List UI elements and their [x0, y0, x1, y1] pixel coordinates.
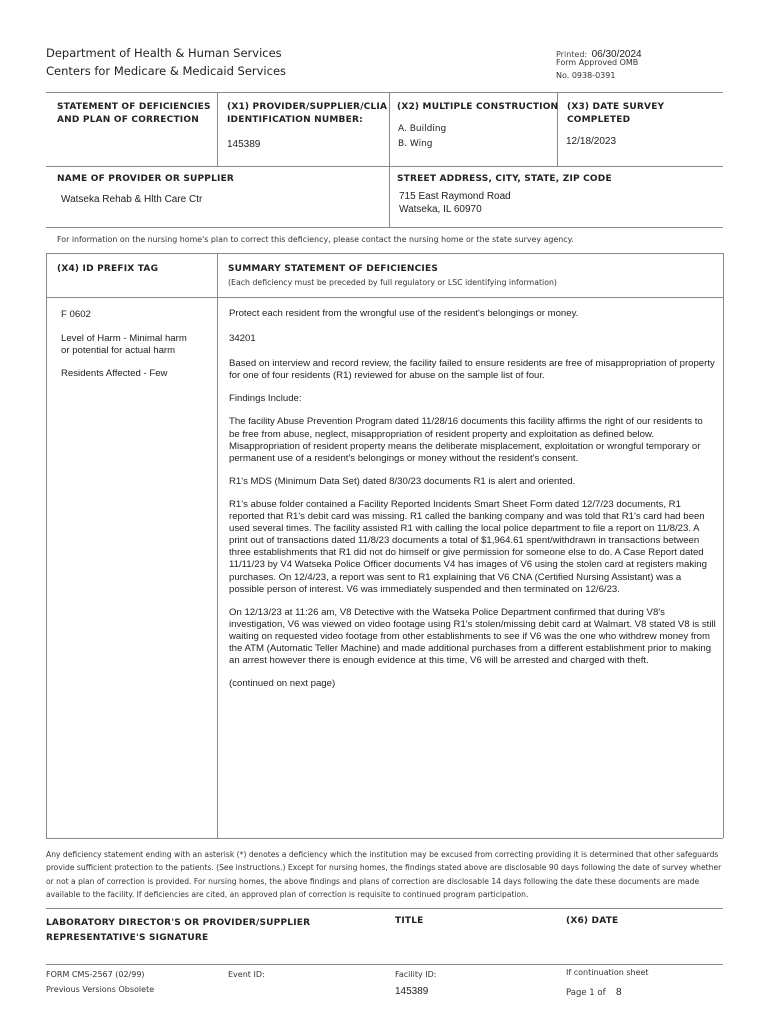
title-label: TITLE [395, 916, 424, 926]
x2-wing: B. Wing [398, 139, 433, 149]
department-title: Department of Health & Human Services [46, 46, 282, 60]
rule [46, 838, 723, 839]
summary-subheader: (Each deficiency must be preceded by full regulatory or LSC identifying information) [228, 278, 557, 287]
address-line2: Watseka, IL 60970 [399, 204, 482, 215]
printed-label: Printed: [556, 50, 588, 59]
summary-paragraph: Based on interview and record review, the facility failed to ensure residents are free of misappropriation of property for one of four residents (R1) reviewed for abuse on the sample list of four. [229, 358, 715, 382]
provider-label: NAME OF PROVIDER OR SUPPLIER [57, 174, 235, 184]
page-label: Page 1 of [566, 988, 606, 998]
address-line1: 715 East Raymond Road [399, 191, 511, 202]
deficiency-tag: F 0602 [61, 309, 91, 320]
event-id-label: Event ID: [228, 970, 265, 979]
summary-paragraph: R1's MDS (Minimum Data Set) dated 8/30/23 documents R1 is alert and oriented. [229, 475, 576, 487]
rule [46, 253, 723, 254]
summary-paragraph: Protect each resident from the wrongful use of the resident's belongings or money. [229, 308, 579, 319]
x2-building: A. Building [398, 124, 447, 134]
centers-title: Centers for Medicare & Medicaid Services [46, 64, 287, 78]
form-approved: Form Approved OMB [556, 58, 639, 67]
continuation-label: If continuation sheet [566, 968, 649, 977]
rule [389, 92, 390, 166]
summary-header: SUMMARY STATEMENT OF DEFICIENCIES [228, 264, 439, 274]
id-prefix-header: (X4) ID PREFIX TAG [57, 264, 159, 274]
rule [723, 253, 724, 838]
rule [46, 908, 723, 909]
rule [46, 964, 723, 965]
disclaimer: Any deficiency statement ending with an asterisk (*) denotes a deficiency which the institution may be excused from correcting providing it is determined that other safeguards provide sufficient protection to the patients. (See instructions.) Except for nursing homes, the findings stated above are disclosable 90 days following the date of survey whether or not a plan of correction is provided. For nursing homes, the above findings and plans of correction are disclosable 14 days following the date these documents are made available to the facility. If deficiencies are cited, an approved plan of correction is requisite to continued program participation. [46, 850, 722, 900]
rule [217, 253, 218, 838]
rule [217, 92, 218, 166]
continued-note: (continued on next page) [229, 678, 336, 690]
summary-body [229, 308, 716, 701]
x1-value: 145389 [227, 139, 261, 150]
signature-label: LABORATORY DIRECTOR'S OR PROVIDER/SUPPLIER REPRESENTATIVE'S SIGNATURE [46, 918, 311, 943]
summary-paragraph: The facility Abuse Prevention Program dated 11/28/16 documents this facility affirms the right of our residents to be free from abuse, neglect, misappropriation of resident property and exploitation as defined below. Misappropriation of resident property means the deliberate misplacement, exploitation or wrongful temporary or permanent use of a resident's belongings or money without the resident's consent. [229, 416, 703, 464]
x2-label: (X2) MULTIPLE CONSTRUCTION [397, 102, 559, 112]
summary-paragraph: R1's abuse folder contained a Facility Reported Incidents Smart Sheet Form dated 12/7/23 documents, R1 reported that R1's debit card was missing. R1 called the banking company and was told that R1's card had been used several times. The facility assisted R1 with calling the local police department to file a report on 11/8/23. A print out of transactions dated 11/8/23 documents a total of $1,964.61 spent/withdrawn in transactions between three establishments that R1 did not do himself or give permission for someone else to do. A Case Report dated 11/11/23 by V4 Watseka Police Officer documents V4 has images of V6 using the stolen card at registers making purchases. On 12/4/23, a report was sent to R1 explaining that V6 CNA (Certified Nursing Assistant) was a possible person of interest. V6 was immediately suspended and then terminated on 12/6/23. [229, 498, 707, 595]
page-indicator [566, 982, 622, 1000]
rule [389, 166, 390, 227]
rule [46, 166, 723, 167]
form-number: FORM CMS-2567 (02/99) [46, 970, 145, 979]
summary-paragraph: On 12/13/23 at 11:26 am, V8 Detective with the Watseka Police Department confirmed that during V8's investigation, V6 was viewed on video footage using R1's stolen/missing debit card at Walmart. V8 stated V8 is still waiting on requested video footage from other establishments to see if V6 was the one who withdrew money from the ATM (Automatic Teller Machine) and made additional purchases from a different establishment prior to making an arrest however there is enough evidence at this time, V6 will be arrested and charged with theft. [229, 606, 716, 667]
residents-affected: Residents Affected - Few [61, 368, 168, 379]
x3-value: 12/18/2023 [566, 136, 617, 147]
printed-date: 06/30/2024 [591, 49, 642, 60]
address-label: STREET ADDRESS, CITY, STATE, ZIP CODE [397, 174, 612, 184]
page-total: 8 [616, 987, 622, 998]
rule [46, 253, 47, 838]
provider-value: Watseka Rehab & Hlth Care Ctr [61, 194, 203, 205]
x3-label: (X3) DATE SURVEY COMPLETED [567, 102, 665, 125]
info-line: For information on the nursing home's plan to correct this deficiency, please contact the nursing home or the state survey agency. [57, 235, 574, 244]
date-label: (X6) DATE [566, 916, 619, 926]
rule [46, 92, 723, 93]
summary-paragraph: 34201 [229, 333, 256, 345]
harm-level: Level of Harm - Minimal harm or potential for actual harm [61, 333, 187, 356]
statement-label: STATEMENT OF DEFICIENCIES AND PLAN OF CORRECTION [57, 102, 211, 125]
summary-paragraph: Findings Include: [229, 393, 302, 405]
previous-versions: Previous Versions Obsolete [46, 985, 155, 994]
facility-id-value: 145389 [395, 986, 429, 997]
rule [46, 297, 723, 298]
rule [46, 227, 723, 228]
deficiency-tag-column [61, 309, 211, 379]
x1-label: (X1) PROVIDER/SUPPLIER/CLIA IDENTIFICATION NUMBER: [227, 102, 388, 125]
omb-number: No. 0938-0391 [556, 71, 616, 80]
facility-id-label: Facility ID: [395, 970, 437, 979]
